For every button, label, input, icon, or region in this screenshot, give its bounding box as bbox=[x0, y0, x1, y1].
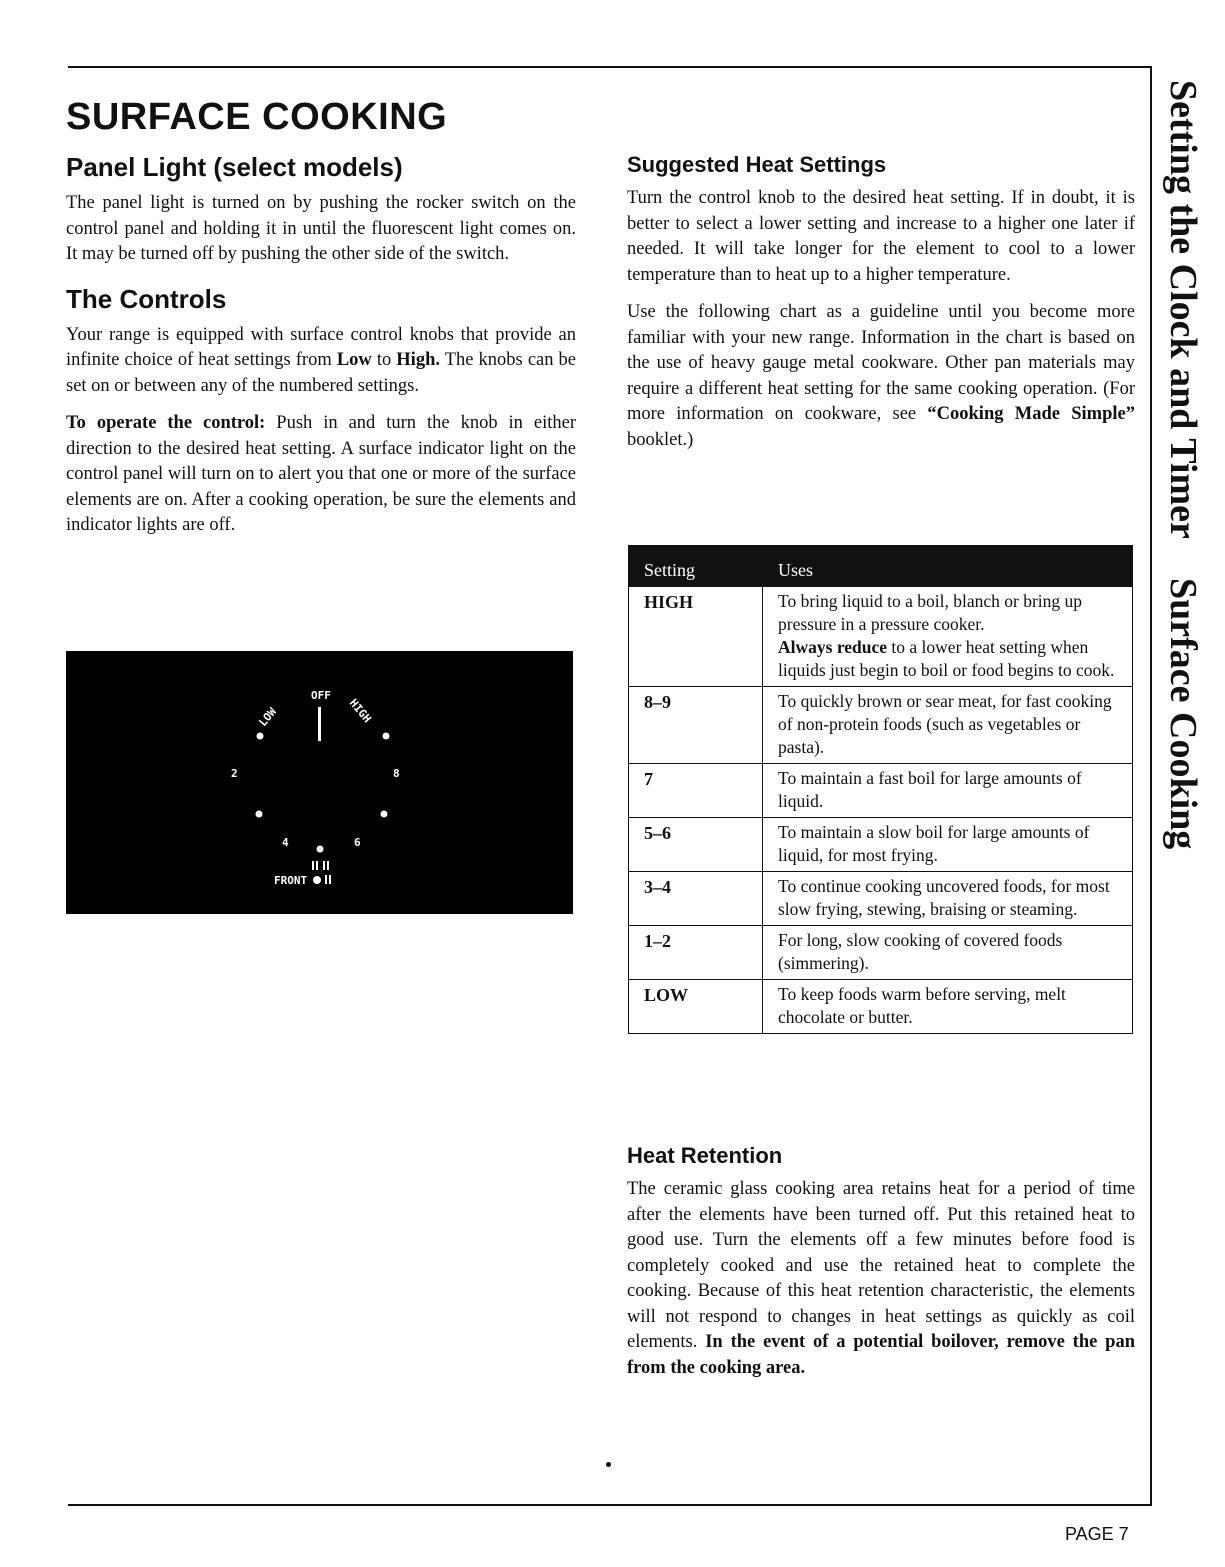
right-column bbox=[627, 152, 1135, 465]
knob-8-label: 8 bbox=[393, 767, 400, 780]
knob-dot-3 bbox=[256, 811, 263, 818]
bullet-dot bbox=[606, 1462, 611, 1467]
panel-light-heading: Panel Light (select models) bbox=[66, 152, 403, 182]
heat-settings-table bbox=[628, 545, 1133, 1034]
controls-body bbox=[66, 323, 576, 400]
bottom-rule bbox=[68, 1504, 1152, 1506]
low-label: Low bbox=[336, 350, 372, 370]
setting-cell: LOW bbox=[629, 980, 763, 1034]
right-rule bbox=[1150, 66, 1152, 1506]
table-row bbox=[629, 764, 1133, 818]
burner-position-icon bbox=[312, 861, 329, 870]
page-number: PAGE 7 bbox=[1065, 1524, 1129, 1544]
knob-front-dot bbox=[313, 876, 321, 884]
use-cell: To continue cooking uncovered foods, for most slow frying, stewing, braising or steaming. bbox=[763, 872, 1133, 926]
knob-off-label: OFF bbox=[311, 689, 331, 702]
knob-2-label: 2 bbox=[231, 767, 238, 780]
operate-label: To operate the control: bbox=[66, 413, 266, 433]
heat-retention-text: The ceramic glass cooking area retains heat for a period of time after the elements have been turned off. Put this retained heat to good use. Turn the elements off a few minutes before food is completely cooked and use the retained heat to complete the cooking. Because of this heat retention characteristic, the elements will not respond to changes in heat settings as quickly as coil elements. bbox=[627, 1179, 1135, 1352]
controls-to: to bbox=[371, 350, 397, 370]
use-cell: To maintain a fast boil for large amounts of liquid. bbox=[763, 764, 1133, 818]
knob-front-label: FRONT bbox=[274, 874, 308, 887]
page-title: SURFACE COOKING bbox=[66, 96, 448, 138]
table-header-row bbox=[629, 546, 1133, 587]
side-tab-clock-timer: Setting the Clock and Timer bbox=[1162, 80, 1204, 539]
panel-light-body: The panel light is turned on by pushing the rocker switch on the control panel and holding it in until the fluorescent light comes on. It may be turned off by pushing the other side of the switch. bbox=[66, 193, 576, 264]
knob-diagram bbox=[66, 651, 573, 914]
use-cell bbox=[763, 587, 1133, 687]
setting-cell: 8–9 bbox=[629, 687, 763, 764]
setting-cell: HIGH bbox=[629, 587, 763, 687]
table-row bbox=[629, 926, 1133, 980]
controls-text-2: The knobs can be set on or between any of the numbered settings. bbox=[66, 350, 577, 396]
knob-dot-low bbox=[257, 733, 264, 740]
table-row bbox=[629, 587, 1133, 687]
top-rule bbox=[68, 66, 1150, 68]
table-row bbox=[629, 687, 1133, 764]
use-text: To bring liquid to a boil, blanch or bring up pressure in a pressure cooker. bbox=[778, 591, 1083, 634]
setting-cell: 3–4 bbox=[629, 872, 763, 926]
use-emphasis: Always reduce bbox=[778, 637, 888, 657]
knob-dot-7 bbox=[381, 811, 388, 818]
table-row bbox=[629, 818, 1133, 872]
knob-high-label: HIGH bbox=[346, 696, 374, 726]
table-row bbox=[629, 872, 1133, 926]
suggested-body-1: Turn the control knob to the desired heat setting. If in doubt, it is better to select a lower setting and increase to a higher one later if needed. It will take longer for the element to cool to a lower temperature than to heat up to a higher temperature. bbox=[627, 188, 1135, 285]
suggested-heading: Suggested Heat Settings bbox=[627, 152, 887, 177]
table-row bbox=[629, 980, 1133, 1034]
controls-heading: The Controls bbox=[66, 283, 227, 314]
heat-retention-body bbox=[627, 1177, 1135, 1381]
uses-column-header: Uses bbox=[763, 546, 1133, 587]
suggested-body-2 bbox=[627, 300, 1135, 453]
operate-body bbox=[66, 411, 576, 539]
knob-dot-5 bbox=[317, 846, 324, 853]
burner-position-icon-2 bbox=[325, 875, 331, 884]
suggested-text-2: Use the following chart as a guideline until you become more familiar with your new range. Information in the chart is based on the use of heavy gauge metal cookware. Other pan materials may require a different heat setting for the same cooking operation. (For more information on cookware, see bbox=[627, 302, 1135, 424]
knob-6-label: 6 bbox=[354, 836, 361, 849]
high-label: High. bbox=[396, 350, 440, 370]
controls-text-1: Your range is equipped with surface control knobs that provide an infinite choice of heat settings from bbox=[66, 324, 576, 370]
setting-column-header: Setting bbox=[629, 546, 763, 587]
use-text-after: to a lower heat setting when liquids just begin to boil or food begins to cook. bbox=[778, 637, 1115, 680]
suggested-text-3: booklet.) bbox=[627, 429, 694, 450]
heat-retention-section bbox=[627, 1143, 1135, 1393]
booklet-title: “Cooking Made Simple” bbox=[927, 404, 1135, 424]
knob-low-label: LOW bbox=[256, 705, 280, 729]
use-cell: To keep foods warm before serving, melt chocolate or butter. bbox=[763, 980, 1133, 1034]
operate-text: Push in and turn the knob in either direction to the desired heat setting. A surface indicator light on the control panel will turn on to alert you that one or more of the surface elements are on. After a cooking operation, be sure the elements and indicator lights are off. bbox=[66, 413, 576, 535]
knob-illustration bbox=[66, 651, 573, 914]
knob-dot-high bbox=[383, 733, 390, 740]
use-cell: To maintain a slow boil for large amounts of liquid, for most frying. bbox=[763, 818, 1133, 872]
heat-retention-heading: Heat Retention bbox=[627, 1143, 783, 1168]
use-cell: To quickly brown or sear meat, for fast cooking of non-protein foods (such as vegetables or pasta). bbox=[763, 687, 1133, 764]
side-tab-surface-cooking: Surface Cooking bbox=[1162, 578, 1204, 850]
use-cell: For long, slow cooking of covered foods (simmering). bbox=[763, 926, 1133, 980]
left-column bbox=[66, 152, 576, 551]
knob-pointer-mark bbox=[318, 707, 321, 741]
setting-cell: 1–2 bbox=[629, 926, 763, 980]
setting-cell: 5–6 bbox=[629, 818, 763, 872]
boilover-warning: In the event of a potential boilover, remove the pan from the cooking area. bbox=[627, 1332, 1136, 1378]
setting-cell: 7 bbox=[629, 764, 763, 818]
knob-4-label: 4 bbox=[282, 836, 289, 849]
